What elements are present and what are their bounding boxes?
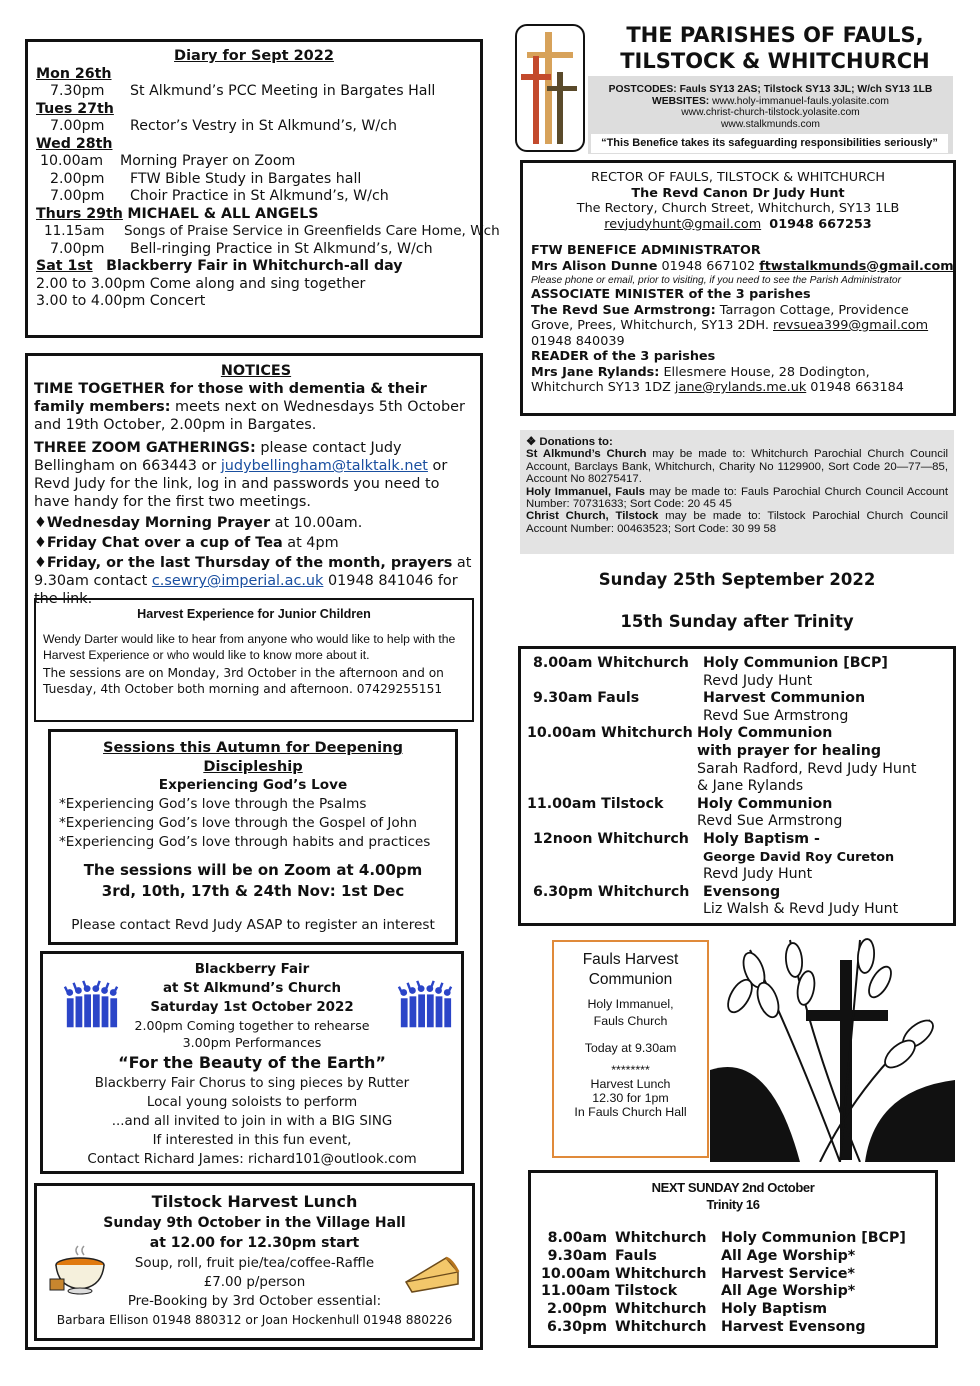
diary-day-sat: Sat 1st (36, 258, 93, 274)
trinity-heading: 15th Sunday after Trinity (620, 612, 854, 631)
diary-entry: 2.00 to 3.00pm Come along and sing together (36, 275, 366, 292)
fauls-title-2: Communion (588, 971, 673, 988)
deepening-zoom-time: The sessions will be on Zoom at 4.00pm (83, 861, 423, 879)
blackberry-quote: “For the Beauty of the Earth” (118, 1053, 386, 1072)
associate-phone: 01948 840039 (531, 333, 625, 349)
admin-note: Please phone or email, prior to visiting, if you need to see the Parish Administrator (531, 275, 901, 286)
associate-heading: ASSOCIATE MINISTER of the 3 parishes (531, 287, 811, 302)
tilstock-title: Tilstock Harvest Lunch (151, 1192, 358, 1211)
harvest-experience-sessions: The sessions are on Monday, 3rd October in the afternoon and on Tuesday, 4th October both morning and afternoon. 07429255151 (43, 666, 444, 696)
time-together-notice: TIME TOGETHER for those with dementia & their family members: meets next on Wednesdays 5th October and 19th October, 2.00pm in Bargates. (34, 381, 465, 433)
blackberry-line: ...and all invited to join in with a BIG SING (111, 1114, 393, 1129)
reader-details: Mrs Jane Rylands: Ellesmere House, 28 Dodington, Whitchurch SY13 1DZ jane@rylands.me.uk 01948 663184 (531, 364, 904, 395)
service-row: 9.30am Fauls Harvest Communion Revd Sue Armstrong (533, 690, 866, 724)
diary-entry: 10.00am Morning Prayer on Zoom (40, 153, 296, 169)
safeguarding-statement: “This Benefice takes its safeguarding responsibilities seriously” (591, 134, 948, 153)
postcodes: POSTCODES: Fauls SY13 2AS; Tilstock SY13 3JL; W/ch SY13 1LB (608, 84, 933, 95)
diary-day-tue: Tues 27th (36, 100, 114, 117)
rector-name: The Revd Canon Dr Judy Hunt (631, 185, 845, 201)
bullet-friday-prayers: ♦Friday, or the last Thursday of the month, prayers at 9.30am contact c.sewry@imperial.ac.uk 01948 841046 for the link. (34, 555, 472, 607)
blackberry-contact: Contact Richard James: richard101@outlook.com (87, 1152, 417, 1167)
bullet-wednesday: ♦Wednesday Morning Prayer at 10.00am. (34, 515, 363, 531)
diary-title: Diary for Sept 2022 (174, 48, 334, 64)
deepening-item: *Experiencing God’s love through the Gospel of John (59, 815, 417, 831)
next-sunday-box (528, 1170, 938, 1348)
tilstock-contacts: Barbara Ellison 01948 880312 or Joan Hockenhull 01948 880226 (56, 1312, 453, 1327)
reader-email[interactable]: jane@rylands.me.uk (674, 380, 807, 395)
rector-heading: RECTOR OF FAULS, TILSTOCK & WHITCHURCH (591, 170, 885, 185)
associate-email[interactable]: revsuea399@gmail.com (773, 318, 929, 333)
blackberry-performances: 3.00pm Performances (182, 1035, 322, 1050)
donations-heading: ❖ Donations to: (526, 436, 613, 448)
donation-fauls: Holy Immanuel, Fauls may be made to: Fauls Parochial Church Council Account Number: 70731633; Sort Code: 20 45 45 (526, 485, 948, 511)
blackberry-line: Blackberry Fair Chorus to sing pieces by Rutter (94, 1076, 410, 1091)
service-row: 10.00am Whitchurch Holy Communion with prayer for healing Sarah Radford, Revd Judy Hunt & Jane Rylands (527, 725, 917, 795)
diary-entry: 7.00pm Choir Practice in St Alkmund’s, W/ch (50, 188, 389, 204)
diary-day-wed: Wed 28th (36, 135, 113, 152)
diary-day-mon: Mon 26th (36, 65, 112, 82)
parishes-title: THE PARISHES OF FAULS, TILSTOCK & WHITCHURCH (620, 23, 930, 73)
website-stalkmunds[interactable]: www.stalkmunds.com (721, 119, 820, 131)
admin-name: Mrs Alison Dunne (531, 258, 658, 274)
deepening-discipleship-box (48, 729, 458, 945)
next-service-row: 8.00am Whitchurch Holy Communion [BCP] (547, 1230, 906, 1246)
donation-stalkmunds: St Alkmund’s Church may be made to: Whitchurch Parochial Church Council Account, Barclays Bank, Whitchurch, Charity No 1129900, Sort Code 20—77—85, Account No 80275417. (526, 448, 949, 486)
donations-box (520, 430, 954, 554)
service-row: 12noon Whitchurch Holy Baptism - George David Roy Cureton Revd Judy Hunt (533, 830, 895, 883)
rector-email[interactable]: revjudyhunt@gmail.com (604, 216, 762, 232)
website-fauls[interactable]: www.holy-immanuel-fauls.yolasite.com (712, 95, 889, 107)
sunday-date-heading: Sunday 25th September 2022 (598, 570, 876, 589)
bullet-friday-chat: ♦Friday Chat over a cup of Tea at 4pm (34, 535, 339, 551)
blackberry-venue: at St Alkmund’s Church (163, 981, 341, 996)
tilstock-date: Sunday 9th October in the Village Hall (103, 1214, 406, 1231)
next-service-row: 11.00am Tilstock All Age Worship* (541, 1283, 856, 1300)
blackberry-line: Local young soloists to perform (146, 1095, 358, 1110)
tilstock-booking: Pre-Booking by 3rd October essential: (127, 1293, 382, 1309)
blackberry-line: If interested in this fun event, (152, 1133, 352, 1148)
notices-title: NOTICES (220, 363, 292, 379)
deepening-subtitle: Experiencing God’s Love (158, 777, 348, 793)
services-box (518, 646, 956, 926)
diary-entry: 11.15am Songs of Praise Service in Greenfields Care Home, Wch (44, 223, 500, 239)
next-sunday-heading: NEXT SUNDAY 2nd October (651, 1180, 815, 1195)
fauls-lunch: ******** Harvest Lunch 12.30 for 1pm In Fauls Church Hall (574, 1063, 687, 1119)
service-row: 6.30pm Whitchurch Evensong Liz Walsh & Revd Judy Hunt (533, 883, 899, 918)
judy-bellingham-email-link[interactable]: judybellingham@talktalk.net (220, 458, 428, 474)
zoom-gatherings-notice: THREE ZOOM GATHERINGS: please contact Judy Bellingham on 663443 or judybellingham@talktalk.net or Revd Judy for the link, log in and passwords you need to have handy for the first two meetings. (34, 440, 448, 510)
next-service-row: 9.30am Fauls All Age Worship* (547, 1247, 856, 1264)
tilstock-price: £7.00 p/person (203, 1274, 306, 1290)
rector-phone: 01948 667253 (769, 216, 872, 232)
harvest-experience-box (34, 598, 474, 722)
tilstock-time: at 12.00 for 12.30pm start (149, 1235, 360, 1251)
deepening-item: *Experiencing God’s love through the Psalms (59, 796, 367, 812)
tilstock-menu: Soup, roll, fruit pie/tea/coffee-Raffle (134, 1255, 375, 1271)
next-service-row: 10.00am Whitchurch Harvest Service* (541, 1265, 855, 1282)
blackberry-title: Blackberry Fair (194, 962, 310, 977)
diary-day-thu: Thurs 29th (36, 205, 123, 222)
choir-icon (396, 977, 454, 1035)
diary-sat-extra: Blackberry Fair in Whitchurch-all day (106, 258, 403, 274)
diary-entry: 2.00pm FTW Bible Study in Bargates hall (50, 170, 362, 187)
fauls-harvest-box (552, 940, 709, 1158)
parish-crosses-logo (515, 24, 585, 152)
next-service-row: 2.00pm Whitchurch Holy Baptism (547, 1301, 828, 1318)
diary-entry: 3.00 to 4.00pm Concert (36, 293, 206, 309)
fruit-pie-icon (402, 1252, 462, 1296)
next-service-row: 6.30pm Whitchurch Harvest Evensong (547, 1318, 866, 1335)
admin-email[interactable]: ftwstalkmunds@gmail.com (759, 258, 954, 274)
diary-entry: 7.30pm St Alkmund’s PCC Meeting in Bargates Hall (50, 83, 436, 99)
diary-entry: 7.00pm Rector’s Vestry in St Alkmund’s, W/ch (50, 118, 397, 134)
choir-icon (62, 977, 120, 1035)
clergy-contacts-box (520, 160, 956, 416)
website-tilstock[interactable]: www.christ-church-tilstock.yolasite.com (681, 107, 860, 119)
fauls-today: Today at 9.30am (584, 1041, 677, 1055)
admin-heading: FTW BENEFICE ADMINISTRATOR (531, 243, 761, 258)
diary-box (25, 39, 500, 338)
blackberry-date: Saturday 1st October 2022 (150, 1000, 354, 1015)
deepening-title: Sessions this Autumn for Deepening Discipleship (103, 739, 403, 775)
next-sunday-trinity: Trinity 16 (706, 1197, 760, 1212)
fauls-title: Fauls Harvest (582, 951, 679, 968)
service-row: 11.00am Tilstock Holy Communion Revd Sue Armstrong (527, 795, 843, 830)
diary-entry: 7.00pm Bell-ringing Practice in St Alkmund’s, W/ch (50, 240, 433, 257)
deepening-contact: Please contact Revd Judy ASAP to register an interest (71, 917, 435, 933)
harvest-experience-text: Wendy Darter would like to hear from anyone who would like to help with the Harvest Experience or who would like to know more about it. (43, 632, 456, 662)
wheat-cross-illustration (710, 930, 955, 1162)
service-row: 8.00am Whitchurch Holy Communion [BCP] Revd Judy Hunt (533, 655, 888, 689)
soup-bowl-icon (48, 1245, 110, 1297)
postcodes-websites: POSTCODES: Fauls SY13 2AS; Tilstock SY13 3JL; W/ch SY13 1LB WEBSITES: www.holy-immanuel-fauls.yolasite.com www.christ-church-tilstock.yolasite.com www.stalkmunds.com (588, 76, 953, 154)
blackberry-rehearse: 2.00pm Coming together to rehearse (134, 1018, 370, 1033)
diary-feast: MICHAEL & ALL ANGELS (127, 205, 319, 222)
rector-address: The Rectory, Church Street, Whitchurch, SY13 1LB (576, 201, 900, 216)
sewry-email-link[interactable]: c.sewry@imperial.ac.uk (151, 573, 324, 589)
deepening-zoom-dates: 3rd, 10th, 17th & 24th Nov: 1st Dec (101, 882, 405, 900)
admin-phone: 01948 667102 (661, 258, 756, 274)
harvest-experience-title: Harvest Experience for Junior Children (137, 607, 371, 621)
associate-details: The Revd Sue Armstrong: Tarragon Cottage, Providence Grove, Prees, Whitchurch, SY13 2DH. revsuea399@gmail.com (531, 302, 929, 333)
donation-tilstock: Christ Church, Tilstock may be made to: Tilstock Parochial Church Council Account Number: 00463523; Sort Code: 30 99 58 (526, 510, 948, 535)
fauls-church: Holy Immanuel, Fauls Church (587, 997, 674, 1028)
deepening-item: *Experiencing God’s love through habits and practices (59, 834, 431, 850)
reader-heading: READER of the 3 parishes (531, 349, 716, 364)
